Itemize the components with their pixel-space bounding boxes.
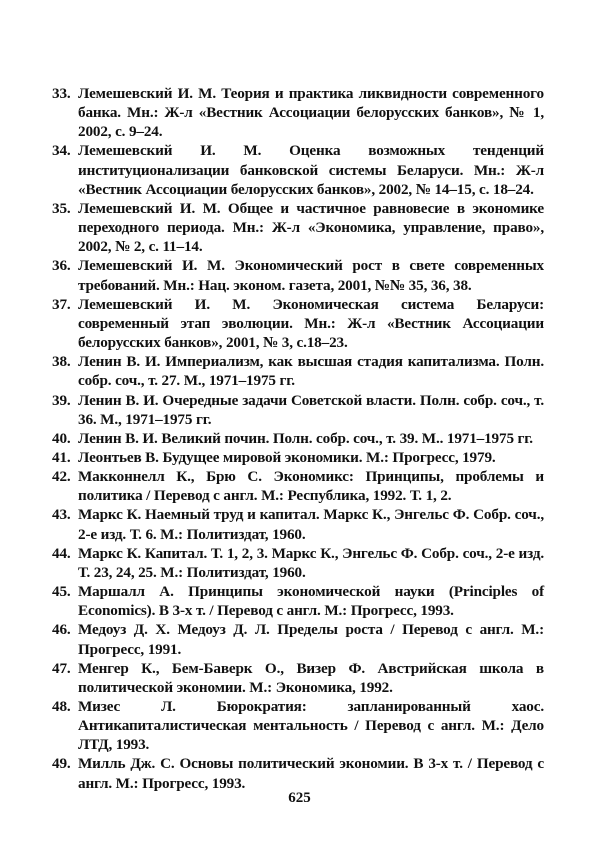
reference-item (52, 295, 544, 352)
reference-number: 46. (52, 621, 71, 639)
reference-text: Медоуз Д. Х. Медоуз Д. Л. Пределы роста / Перевод с англ. М.: Прогресс, 1991. (78, 621, 544, 658)
reference-item (52, 352, 544, 390)
reference-number: 48. (52, 698, 71, 715)
reference-item (52, 620, 544, 658)
reference-text: Лемешевский И. М. Экономическая система Беларуси: современный этап эволюции. Мн.: Ж-л «Вестник Ассоциации белорусских банков», 2001, № 3, с.18–23. (78, 295, 544, 352)
reference-item (52, 467, 544, 505)
reference-text: Маршалл А. Принципы экономической науки (Principles of Economics). В 3-х т. / Перевод с англ. М.: Прогресс, 1993. (78, 583, 544, 620)
reference-item (52, 544, 544, 582)
reference-text: Лемешевский И. М. Экономический рост в свете современных требований. Мн.: Нац. эконом. газета, 2001, №№ 35, 36, 38. (78, 257, 544, 294)
reference-text: Лемешевский И. М. Оценка возможных тенденций институционализации банковской системы Беларуси. Мн.: Ж-л «Вестник Ассоциации белорусских банков», 2002, № 14–15, с. 18–24. (78, 142, 544, 198)
reference-item (52, 754, 544, 792)
reference-number: 36. (52, 257, 71, 275)
page-number: 625 (288, 790, 311, 806)
reference-text: Леонтьев В. Будущее мировой экономики. М.: Прогресс, 1979. (78, 448, 496, 466)
reference-number: 49. (52, 755, 71, 773)
reference-number: 40. (52, 429, 71, 447)
reference-item (52, 659, 544, 697)
reference-text: Мизес Л. Бюрократия: запланированный хаос. Антикапиталистическая ментальность / Перевод с англ. М.: Дело ЛТД, 1993. (78, 698, 544, 754)
reference-text: Маркс К. Капитал. Т. 1, 2, 3. Маркс К., Энгельс Ф. Собр. соч., 2-е изд. Т. 23, 24, 25. М.: Политиздат, 1960. (78, 544, 544, 581)
reference-item (52, 84, 544, 141)
reference-list (52, 84, 544, 793)
reference-text: Лемешевский И. М. Теория и практика ликвидности современного банка. Мн.: Ж-л «Вестник Ассоциации белорусских банков», № 1, 2002, с. 9–24. (78, 85, 544, 141)
reference-number: 39. (52, 391, 71, 409)
reference-text: Макконнелл К., Брю С. Экономикс: Принципы, проблемы и политика / Перевод с англ. М.: Республика, 1992. Т. 1, 2. (78, 468, 544, 505)
reference-number: 44. (52, 544, 71, 562)
reference-text: Ленин В. И. Великий почин. Полн. собр. соч., т. 39. М.. 1971–1975 гг. (78, 429, 533, 447)
reference-number: 41. (52, 448, 71, 466)
reference-text: Милль Дж. С. Основы политический экономии. В 3-х т. / Перевод с англ. М.: Прогресс, 1993. (78, 755, 544, 792)
reference-item (52, 448, 544, 467)
reference-number: 35. (52, 199, 71, 217)
reference-number: 37. (52, 295, 71, 313)
reference-item (52, 141, 544, 198)
reference-number: 43. (52, 506, 71, 524)
reference-number: 38. (52, 353, 71, 371)
reference-text: Маркс К. Наемный труд и капитал. Маркс К., Энгельс Ф. Собр. соч., 2-е изд. Т. 6. М.: Политиздат, 1960. (78, 506, 544, 543)
reference-item (52, 256, 544, 294)
reference-number: 42. (52, 468, 71, 486)
reference-number: 45. (52, 583, 71, 601)
reference-item (52, 391, 544, 429)
reference-item (52, 697, 544, 754)
reference-number: 47. (52, 659, 71, 677)
reference-item (52, 582, 544, 620)
reference-text: Менгер К., Бем-Баверк О., Визер Ф. Австрийская школа в политической экономии. М.: Экономика, 1992. (78, 659, 544, 696)
reference-text: Лемешевский И. М. Общее и частичное равновесие в экономике переходного периода. Мн.: Ж-л «Экономика, управление, право», 2002, № 2, с. 11–14. (78, 199, 544, 256)
reference-item (52, 429, 544, 448)
reference-number: 34. (52, 142, 71, 160)
reference-text: Ленин В. И. Очередные задачи Советской власти. Полн. собр. соч., т. 36. М., 1971–1975 гг. (78, 391, 544, 428)
reference-text: Ленин В. И. Империализм, как высшая стадия капитализма. Полн. собр. соч., т. 27. М., 1971–1975 гг. (78, 353, 544, 390)
reference-item (52, 505, 544, 543)
reference-item (52, 199, 544, 256)
reference-number: 33. (52, 85, 71, 102)
